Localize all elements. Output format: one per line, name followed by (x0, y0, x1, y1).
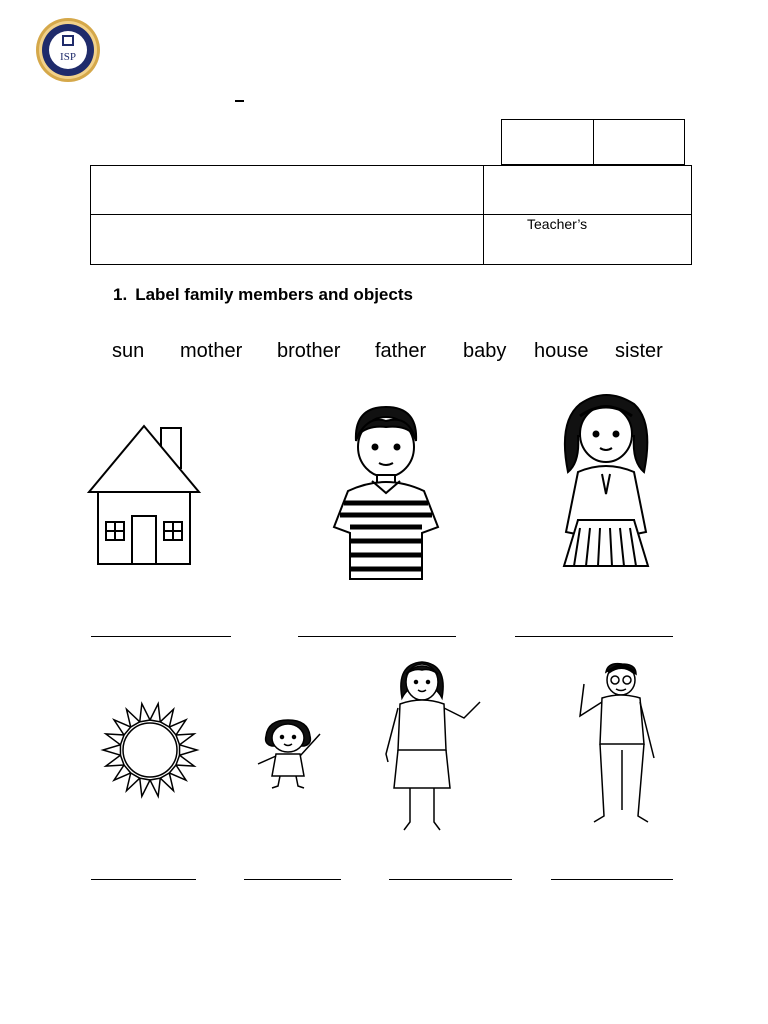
logo-text: ISP (60, 51, 76, 63)
word-bank-item: father (375, 340, 427, 362)
teacher-label: Teacher’s (527, 216, 588, 232)
word-bank-item: sun (112, 340, 145, 362)
sun-ray (140, 704, 150, 722)
house-illustration (86, 424, 202, 570)
answer-line[interactable] (244, 879, 341, 880)
sun-ray (150, 704, 160, 722)
student-info-table (90, 165, 692, 265)
dash-mark (235, 100, 244, 102)
sun-ray (106, 755, 124, 766)
word-bank-item: baby (463, 340, 507, 362)
sun-ray (169, 765, 186, 780)
sun-ray (114, 765, 131, 780)
answer-line[interactable] (91, 636, 231, 637)
answer-line[interactable] (91, 879, 196, 880)
sun-ray (106, 734, 124, 745)
boy-illustration (326, 403, 446, 581)
exercise-instruction (113, 285, 413, 305)
sun-ray (140, 778, 150, 796)
sun-ray (103, 745, 120, 755)
word-bank-item: house (534, 340, 589, 362)
answer-line[interactable] (298, 636, 456, 637)
sun-illustration (100, 700, 200, 800)
baby-illustration (250, 716, 330, 792)
sun-ray (160, 709, 173, 727)
sun-ray (127, 709, 140, 727)
sun-ray (114, 720, 131, 735)
sun-ray (176, 755, 194, 766)
exercise-number: 1. (113, 285, 128, 304)
answer-line[interactable] (551, 879, 673, 880)
school-logo (35, 17, 101, 83)
girl-illustration (550, 392, 662, 570)
sun-ray (150, 778, 160, 796)
answer-line[interactable] (389, 879, 512, 880)
sun-ray (169, 720, 186, 735)
word-bank-item: sister (615, 340, 663, 362)
word-bank-item: mother (180, 340, 243, 362)
instruction-text: Label family members and objects (135, 285, 413, 304)
man-illustration (566, 660, 664, 828)
word-bank-item: brother (277, 340, 341, 362)
sun-ray (160, 773, 173, 791)
sun-ray (127, 773, 140, 791)
woman-illustration (380, 658, 496, 836)
score-boxes (501, 119, 685, 165)
answer-line[interactable] (515, 636, 673, 637)
sun-ray (180, 745, 197, 755)
sun-ray (176, 734, 194, 745)
